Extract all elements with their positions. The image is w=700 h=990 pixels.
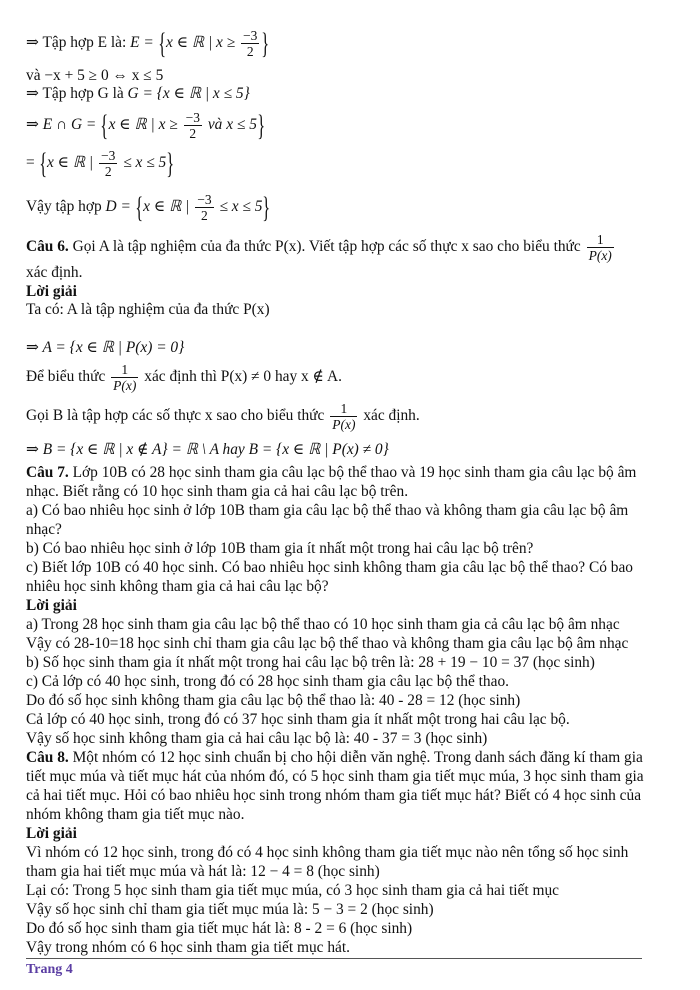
solution-6-line	[26, 362, 342, 393]
page-number: Trang 4	[26, 962, 73, 977]
brace-open: {	[100, 108, 109, 142]
set-d-condition: x ∈ ℝ |	[143, 198, 190, 216]
question-6-cont: xác định.	[26, 264, 83, 281]
set-e-intro: ⇒ Tập hợp E là:	[26, 34, 127, 52]
set-d-line	[26, 192, 271, 223]
brace-open: {	[134, 190, 143, 224]
solution-6-line: Ta có: A là tập nghiệm của đa thức P(x)	[26, 301, 270, 318]
fraction-numerator: −3	[101, 148, 116, 163]
question-8-text: Một nhóm có 12 học sinh chuẩn bị cho hội diễn văn nghệ. Trong danh sách đăng kí tham gia	[72, 749, 643, 766]
set-d-lhs: D =	[105, 198, 131, 216]
brace-open: {	[157, 26, 166, 60]
fraction-denominator: 2	[201, 208, 208, 223]
solution-6-line: ⇒ A = {x ∈ ℝ | P(x) = 0}	[26, 339, 185, 356]
solution-8-line: Vậy trong nhóm có 6 học sinh tham gia tiết mục hát.	[26, 939, 350, 956]
set-g-expr: G = {x ∈ ℝ | x ≤ 5}	[127, 85, 250, 102]
brace-close: }	[261, 26, 270, 60]
question-7-label: Câu 7.	[26, 464, 69, 481]
question-7-line: nhạc?	[26, 521, 62, 538]
solution-7-line: a) Trong 28 học sinh tham gia câu lạc bộ thể thao có 10 học sinh tham gia cả câu lạc bộ âm nhạc	[26, 616, 620, 633]
solution-8-line: Vì nhóm có 12 học sinh, trong đó có 4 học sinh không tham gia tiết mục nào nên tổng số học sinh	[26, 844, 629, 861]
intersection-line	[26, 110, 265, 141]
solution-8-heading: Lời giải	[26, 825, 77, 842]
solution-8-line: Vậy số học sinh chỉ tham gia tiết mục múa là: 5 − 3 = 2 (học sinh)	[26, 901, 434, 918]
question-6-label: Câu 6.	[26, 238, 69, 256]
fraction	[330, 401, 357, 432]
result-tail: ≤ x ≤ 5	[123, 154, 167, 172]
intersection-result-line	[26, 148, 175, 179]
fraction	[99, 148, 117, 179]
solution-7-line: b) Số học sinh tham gia ít nhất một trong hai câu lạc bộ trên là: 28 + 19 − 10 = 37 (học sinh)	[26, 654, 595, 671]
text-fragment: Để biểu thức	[26, 368, 106, 386]
fraction-denominator: P(x)	[332, 417, 356, 432]
inequality-line: và −x + 5 ≥ 0 ⇔ x ≤ 5	[26, 67, 164, 84]
fraction-numerator: 1	[587, 232, 614, 248]
question-8-line: tiết mục múa và tiết mục hát của nhóm đó, có 5 học sinh tham gia tiết mục múa, 3 học sinh tham gia	[26, 768, 644, 785]
question-7-line: nhạc. Biết rằng có 10 học sinh tham gia cả hai câu lạc bộ trên.	[26, 483, 409, 500]
set-e-condition: x ∈ ℝ | x ≥	[166, 34, 236, 52]
brace-close: }	[257, 108, 266, 142]
fraction-denominator: P(x)	[588, 248, 612, 263]
question-8	[26, 748, 643, 767]
fraction-numerator: 1	[111, 362, 138, 378]
text-fragment: xác định.	[363, 407, 420, 425]
result-condition: x ∈ ℝ |	[46, 154, 94, 172]
question-8-line: cả hai tiết mục. Hỏi có bao nhiêu học sinh trong nhóm tham gia tiết mục hát? Biết có 4 học sinh của	[26, 787, 642, 804]
set-d-tail: ≤ x ≤ 5	[219, 198, 263, 216]
fraction-denominator: 2	[189, 126, 197, 141]
solution-8-line: Lại có: Trong 5 học sinh tham gia tiết mục múa, có 3 học sinh tham gia cả hai tiết mục	[26, 882, 560, 899]
question-7-line: c) Biết lớp 10B có 40 học sinh. Có bao nhiêu học sinh không tham gia câu lạc bộ thể thao? Có bao	[26, 559, 633, 576]
fraction-numerator: −3	[243, 28, 258, 43]
fraction	[587, 232, 614, 263]
fraction-denominator: 2	[104, 164, 112, 179]
fraction	[111, 362, 138, 393]
set-d-intro: Vậy tập hợp	[26, 198, 102, 216]
fraction	[195, 192, 213, 223]
question-8-label: Câu 8.	[26, 749, 69, 766]
solution-7-line: Vậy số học sinh không tham gia cả hai câu lạc bộ là: 40 - 37 = 3 (học sinh)	[26, 730, 488, 747]
question-7	[26, 463, 636, 482]
solution-7-line: Do đó số học sinh không tham gia câu lạc bộ thể thao là: 40 - 28 = 12 (học sinh)	[26, 692, 521, 709]
question-6	[26, 232, 616, 263]
solution-6-line	[26, 401, 420, 432]
footer-divider	[26, 958, 642, 959]
set-e-line	[26, 28, 270, 59]
solution-7-heading: Lời giải	[26, 597, 77, 614]
question-8-line: nhóm không tham gia tiết mục nào.	[26, 806, 245, 823]
fraction-numerator: −3	[197, 192, 212, 207]
solution-8-line: Do đó số học sinh tham gia tiết mục hát là: 8 - 2 = 6 (học sinh)	[26, 920, 413, 937]
solution-8-line: tham gia hai tiết mục múa và hát là: 12 − 4 = 8 (học sinh)	[26, 863, 380, 880]
intersection-lhs: ⇒ E ∩ G =	[26, 116, 97, 134]
intersection-tail: và x ≤ 5	[207, 116, 257, 134]
solution-6-line: ⇒ B = {x ∈ ℝ | x ∉ A} = ℝ \ A hay B = {x ∈ ℝ | P(x) ≠ 0}	[26, 441, 389, 458]
solution-6-heading: Lời giải	[26, 283, 77, 300]
brace-close: }	[166, 146, 175, 180]
fraction	[241, 28, 259, 59]
intersection-condition: x ∈ ℝ | x ≥	[108, 116, 178, 134]
fraction-numerator: 1	[330, 401, 357, 417]
equals-sign: =	[26, 154, 35, 172]
question-6-text: Gọi A là tập nghiệm của đa thức P(x). Viết tập hợp các số thực x sao cho biểu thức	[72, 238, 581, 256]
text-fragment: Gọi B là tập hợp các số thực x sao cho biểu thức	[26, 407, 325, 425]
fraction-denominator: 2	[246, 44, 254, 59]
question-7-text: Lớp 10B có 28 học sinh tham gia câu lạc bộ thể thao và 19 học sinh tham gia câu lạc bộ âm	[72, 464, 637, 481]
question-7-line: nhiêu học sinh không tham gia cả hai câu lạc bộ?	[26, 578, 329, 595]
question-7-line: b) Có bao nhiêu học sinh ở lớp 10B tham gia ít nhất một trong hai câu lạc bộ trên?	[26, 540, 534, 557]
fraction-denominator: P(x)	[113, 378, 137, 393]
set-e-lhs: E =	[130, 34, 154, 52]
brace-open: {	[38, 146, 47, 180]
set-g-line	[26, 84, 250, 103]
solution-7-line: Vậy có 28-10=18 học sinh chỉ tham gia câu lạc bộ thể thao và không tham gia câu lạc bộ âm nhạc	[26, 635, 629, 652]
solution-7-line: Cả lớp có 40 học sinh, trong đó có 37 học sinh tham gia ít nhất một trong hai câu lạc bộ.	[26, 711, 570, 728]
brace-close: }	[262, 190, 271, 224]
fraction-numerator: −3	[185, 110, 200, 125]
text-fragment: xác định thì P(x) ≠ 0 hay x ∉ A.	[144, 368, 342, 386]
fraction	[184, 110, 202, 141]
set-g-intro: ⇒ Tập hợp G là	[26, 85, 124, 102]
question-7-line: a) Có bao nhiêu học sinh ở lớp 10B tham gia câu lạc bộ thể thao và không tham gia câu lạc bộ âm	[26, 502, 629, 519]
solution-7-line: c) Cả lớp có 40 học sinh, trong đó có 28 học sinh tham gia câu lạc bộ thể thao.	[26, 673, 509, 690]
